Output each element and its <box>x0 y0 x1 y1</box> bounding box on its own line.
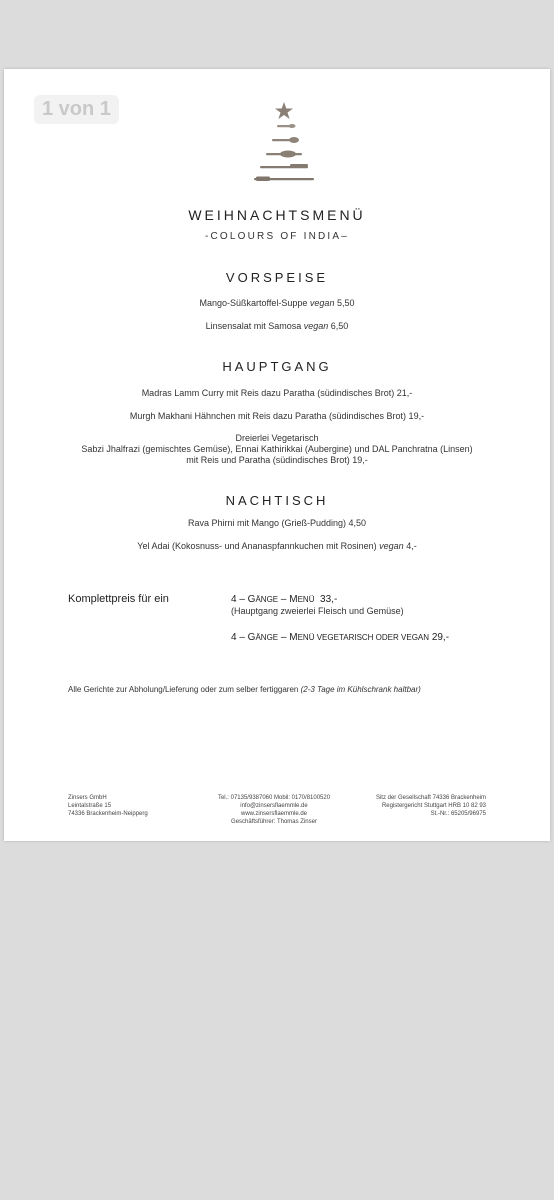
diet-tag: vegan <box>303 321 329 331</box>
cutlery-tree-logo-icon <box>244 97 324 185</box>
footer-contact: Tel.: 07135/9387060 Mobil: 0170/8100520 info@zinsersflaemmle.de www.zinsersflaemmle.de Geschäftsführer: Thomas Zinser <box>217 795 331 825</box>
menu-subtitle: -COLOURS OF INDIA– <box>204 231 350 242</box>
section-heading-nachtisch: NACHTISCH <box>225 493 329 508</box>
section-heading-hauptgang: HAUPTGANG <box>222 359 332 374</box>
dish-name: Linsensalat mit Samosa <box>205 321 302 331</box>
section-heading-vorspeise: VORSPEISE <box>225 270 329 285</box>
menu-item <box>4 321 550 332</box>
menu-item: Rava Phirni mit Mango (Grieß-Pudding) 4,50 <box>187 518 367 528</box>
menu-item: Madras Lamm Curry mit Reis dazu Paratha (südindisches Brot) 21,- <box>141 388 413 398</box>
footer-company-address: Zinsers GmbH Leintalstraße 15 74336 Brackenheim-Neipperg <box>68 795 148 817</box>
dish-name: Mango-Süßkartoffel-Suppe <box>199 298 308 308</box>
menu-title: WEIHNACHTSMENÜ <box>188 207 366 223</box>
dish-price: 5,50 <box>336 298 355 308</box>
dish-price: 4,- <box>406 541 417 551</box>
menu-item <box>4 541 550 552</box>
vegetarian-menu-price: 4 – GÄNGE – MENÜ VEGETARISCH ODER VEGAN 29,- <box>231 632 450 643</box>
diet-tag: vegan <box>309 298 335 308</box>
pickup-note: Alle Gerichte zur Abholung/Lieferung oder zum selber fertiggaren (2-3 Tage im Kühlschrank haltbar) <box>68 685 421 694</box>
footer-registry: Sitz der Gesellschaft 74336 Brackenheim Registergericht Stuttgart HRB 10 82 93 St.-Nr.: 65205/96975 <box>375 795 486 817</box>
dish-price: 6,50 <box>330 321 349 331</box>
page-indicator: 1 von 1 <box>34 95 119 124</box>
vegetarian-heading: Dreierlei Vegetarisch <box>235 433 319 443</box>
complete-price-label: Komplettpreis für ein <box>68 593 169 605</box>
dish-name: Yel Adai (Kokosnuss- und Ananaspfannkuchen mit Rosinen) <box>137 541 377 551</box>
document-page <box>4 69 550 841</box>
diet-tag: vegan <box>379 541 404 551</box>
vegetarian-description: Sabzi Jhalfrazi (gemischtes Gemüse), Ennai Kathirikkai (Aubergine) und DAL Panchratna (Linsen) <box>81 444 473 454</box>
menu-item <box>4 298 550 309</box>
four-course-menu-price: 4 – GÄNGE – MENÜ 33,- <box>231 594 338 605</box>
menu-item-vegetarian <box>4 433 550 466</box>
menu-item: Murgh Makhani Hähnchen mit Reis dazu Paratha (südindisches Brot) 19,- <box>129 411 425 421</box>
four-course-menu-note: (Hauptgang zweierlei Fleisch und Gemüse) <box>231 606 404 616</box>
vegetarian-sides: mit Reis und Paratha (südindisches Brot) 19,- <box>186 455 368 465</box>
